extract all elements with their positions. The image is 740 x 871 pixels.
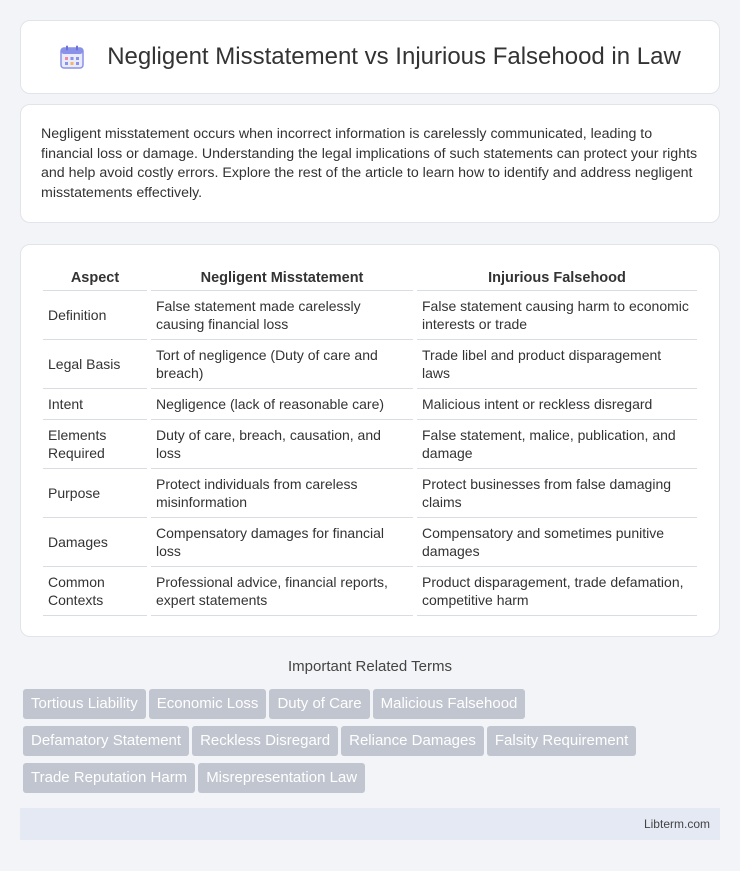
related-term-tag[interactable]: Reckless Disregard (192, 726, 338, 756)
row-misstatement-cell: Tort of negligence (Duty of care and breach) (151, 340, 413, 389)
related-term-tag[interactable]: Reliance Damages (341, 726, 484, 756)
row-falsehood-cell: Trade libel and product disparagement laws (417, 340, 697, 389)
table-row (43, 518, 697, 567)
table-header-row (43, 265, 697, 291)
row-misstatement-cell: Compensatory damages for financial loss (151, 518, 413, 567)
column-header-aspect: Aspect (43, 265, 147, 291)
row-aspect-cell: Elements Required (43, 420, 147, 469)
table-row (43, 291, 697, 340)
related-term-tag[interactable]: Misrepresentation Law (198, 763, 365, 793)
row-falsehood-cell: False statement, malice, publication, and damage (417, 420, 697, 469)
calendar-icon (59, 44, 85, 70)
row-misstatement-cell: Professional advice, financial reports, expert statements (151, 567, 413, 616)
row-aspect-cell: Damages (43, 518, 147, 567)
related-terms-list (23, 689, 713, 800)
column-header-injurious-falsehood: Injurious Falsehood (417, 265, 697, 291)
row-falsehood-cell: Product disparagement, trade defamation, competitive harm (417, 567, 697, 616)
row-aspect-cell: Definition (43, 291, 147, 340)
table-row (43, 567, 697, 616)
row-aspect-cell: Intent (43, 389, 147, 420)
row-aspect-cell: Common Contexts (43, 567, 147, 616)
related-term-tag[interactable]: Economic Loss (149, 689, 267, 719)
title-card (20, 20, 720, 94)
row-misstatement-cell: Negligence (lack of reasonable care) (151, 389, 413, 420)
footer (20, 808, 720, 840)
comparison-card (20, 244, 720, 637)
row-falsehood-cell: Malicious intent or reckless disregard (417, 389, 697, 420)
related-term-tag[interactable]: Defamatory Statement (23, 726, 189, 756)
row-aspect-cell: Legal Basis (43, 340, 147, 389)
table-row (43, 389, 697, 420)
row-falsehood-cell: Compensatory and sometimes punitive damages (417, 518, 697, 567)
row-falsehood-cell: Protect businesses from false damaging claims (417, 469, 697, 518)
related-term-tag[interactable]: Duty of Care (269, 689, 369, 719)
intro-paragraph: Negligent misstatement occurs when incorrect information is carelessly communicated, leading to financial loss or damage. Understanding the legal implications of such statements can protect your rights and help avoid costly errors. Explore the rest of the article to learn how to identify and address negligent misstatements effectively. (41, 126, 698, 201)
row-falsehood-cell: False statement causing harm to economic interests or trade (417, 291, 697, 340)
table-row (43, 420, 697, 469)
row-aspect-cell: Purpose (43, 469, 147, 518)
related-term-tag[interactable]: Falsity Requirement (487, 726, 636, 756)
table-row (43, 340, 697, 389)
page-title: Negligent Misstatement vs Injurious Falsehood in Law (107, 43, 681, 70)
related-term-tag[interactable]: Tortious Liability (23, 689, 146, 719)
related-term-tag[interactable]: Malicious Falsehood (373, 689, 526, 719)
footer-site-link[interactable]: Libterm.com (643, 817, 710, 831)
intro-card (20, 104, 720, 223)
row-misstatement-cell: Duty of care, breach, causation, and loss (151, 420, 413, 469)
row-misstatement-cell: Protect individuals from careless misinformation (151, 469, 413, 518)
related-terms-heading: Important Related Terms (288, 658, 452, 675)
row-misstatement-cell: False statement made carelessly causing financial loss (151, 291, 413, 340)
comparison-table (39, 265, 701, 616)
related-term-tag[interactable]: Trade Reputation Harm (23, 763, 195, 793)
column-header-negligent-misstatement: Negligent Misstatement (151, 265, 413, 291)
table-row (43, 469, 697, 518)
